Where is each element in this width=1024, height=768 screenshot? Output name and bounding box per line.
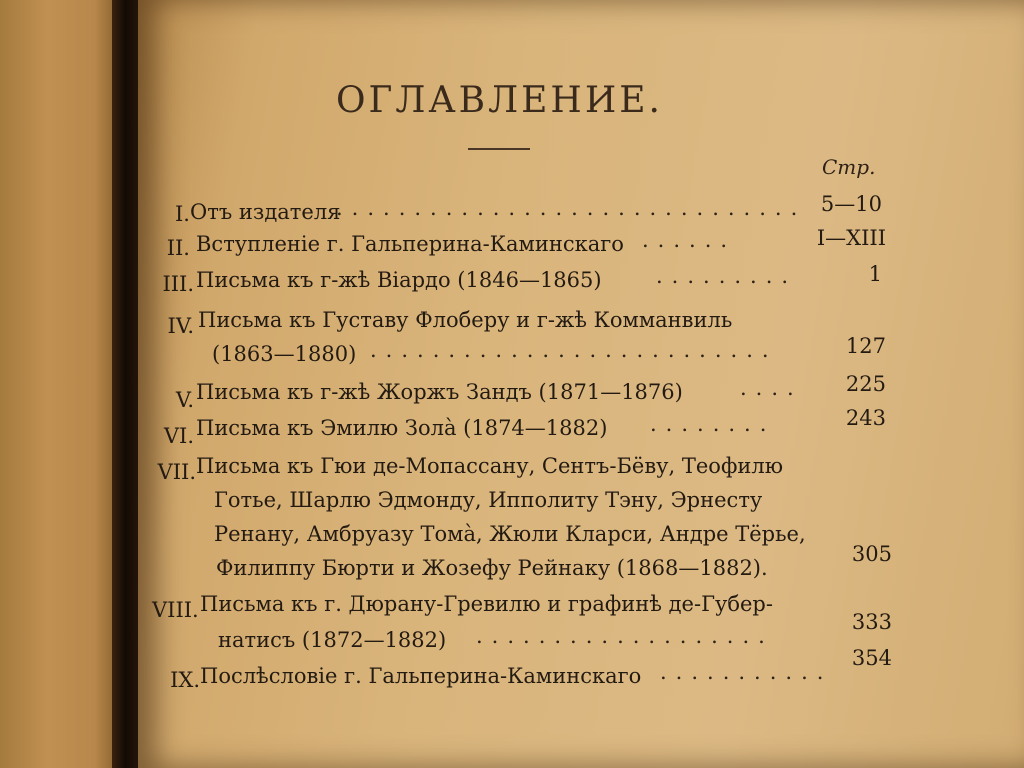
entry-page: 5—10 [820, 192, 882, 216]
entry-leader-dots: ........... [660, 660, 833, 684]
entry-text: Отъ издателя [190, 200, 341, 224]
entry-page: 243 [845, 406, 886, 430]
entry-text: Письма къ Эмилю Зола̀ (1874—1882) [196, 416, 608, 440]
entry-numeral: VII. [157, 460, 196, 484]
title-divider [468, 148, 530, 150]
entry-leader-dots: .... [740, 376, 803, 400]
entry-text-continued: натисъ (1872—1882) [218, 628, 447, 652]
entry-leader-dots: .............................. [336, 196, 807, 220]
entry-numeral: VI. [163, 424, 194, 448]
entry-text: Вступленіе г. Гальперина-Каминскаго [196, 232, 624, 256]
entry-leader-dots: .......................... [370, 338, 778, 362]
page-column-label: Стр. [822, 155, 876, 179]
entry-page: 225 [845, 372, 886, 396]
entry-text-continued: Готье, Шарлю Эдмонду, Ипполиту Тэну, Эрнесту [214, 488, 763, 512]
entry-page: 127 [845, 334, 886, 358]
entry-page: 333 [851, 610, 892, 634]
entry-text: Послѣсловіе г. Гальперина-Каминскаго [200, 664, 642, 688]
entry-text-continued: Ренану, Амбруазу Тома̀, Жюли Кларси, Андре Тёрье, [214, 522, 806, 546]
entry-page: 305 [851, 542, 892, 566]
entry-page: 1 [868, 262, 882, 286]
entry-numeral: I. [175, 202, 190, 226]
entry-numeral: II. [166, 236, 190, 260]
entry-numeral: IX. [170, 668, 200, 692]
entry-numeral: V. [175, 388, 194, 412]
entry-leader-dots: ...... [642, 228, 737, 252]
entry-page: 354 [851, 646, 892, 670]
entry-numeral: IV. [167, 314, 194, 338]
entry-leader-dots: ......... [656, 264, 798, 288]
entry-text: Письма къ Гюи де-Мопассану, Сентъ-Бёву, Теофилю [196, 454, 784, 478]
entry-leader-dots: ................... [476, 624, 774, 648]
entry-numeral: VIII. [152, 598, 199, 622]
left-page [0, 0, 118, 768]
entry-text-continued: (1863—1880) [212, 342, 357, 366]
entry-text: Письма къ г-жѣ Віардо (1846—1865) [196, 268, 602, 292]
entry-text: Письма къ г. Дюрану-Гревилю и графинѣ де-Губер- [200, 592, 773, 616]
entry-text-continued: Филиппу Бюрти и Жозефу Рейнаку (1868—1882). [216, 556, 768, 580]
entry-numeral: III. [162, 272, 194, 296]
entry-text: Письма къ г-жѣ Жоржъ Зандъ (1871—1876) [196, 380, 683, 404]
entry-page: I—XIII [816, 226, 886, 250]
entry-leader-dots: ........ [650, 412, 776, 436]
page-title: ОГЛАВЛЕНИЕ. [336, 80, 663, 121]
entry-text: Письма къ Густаву Флоберу и г-жѣ Комманвиль [198, 308, 733, 332]
